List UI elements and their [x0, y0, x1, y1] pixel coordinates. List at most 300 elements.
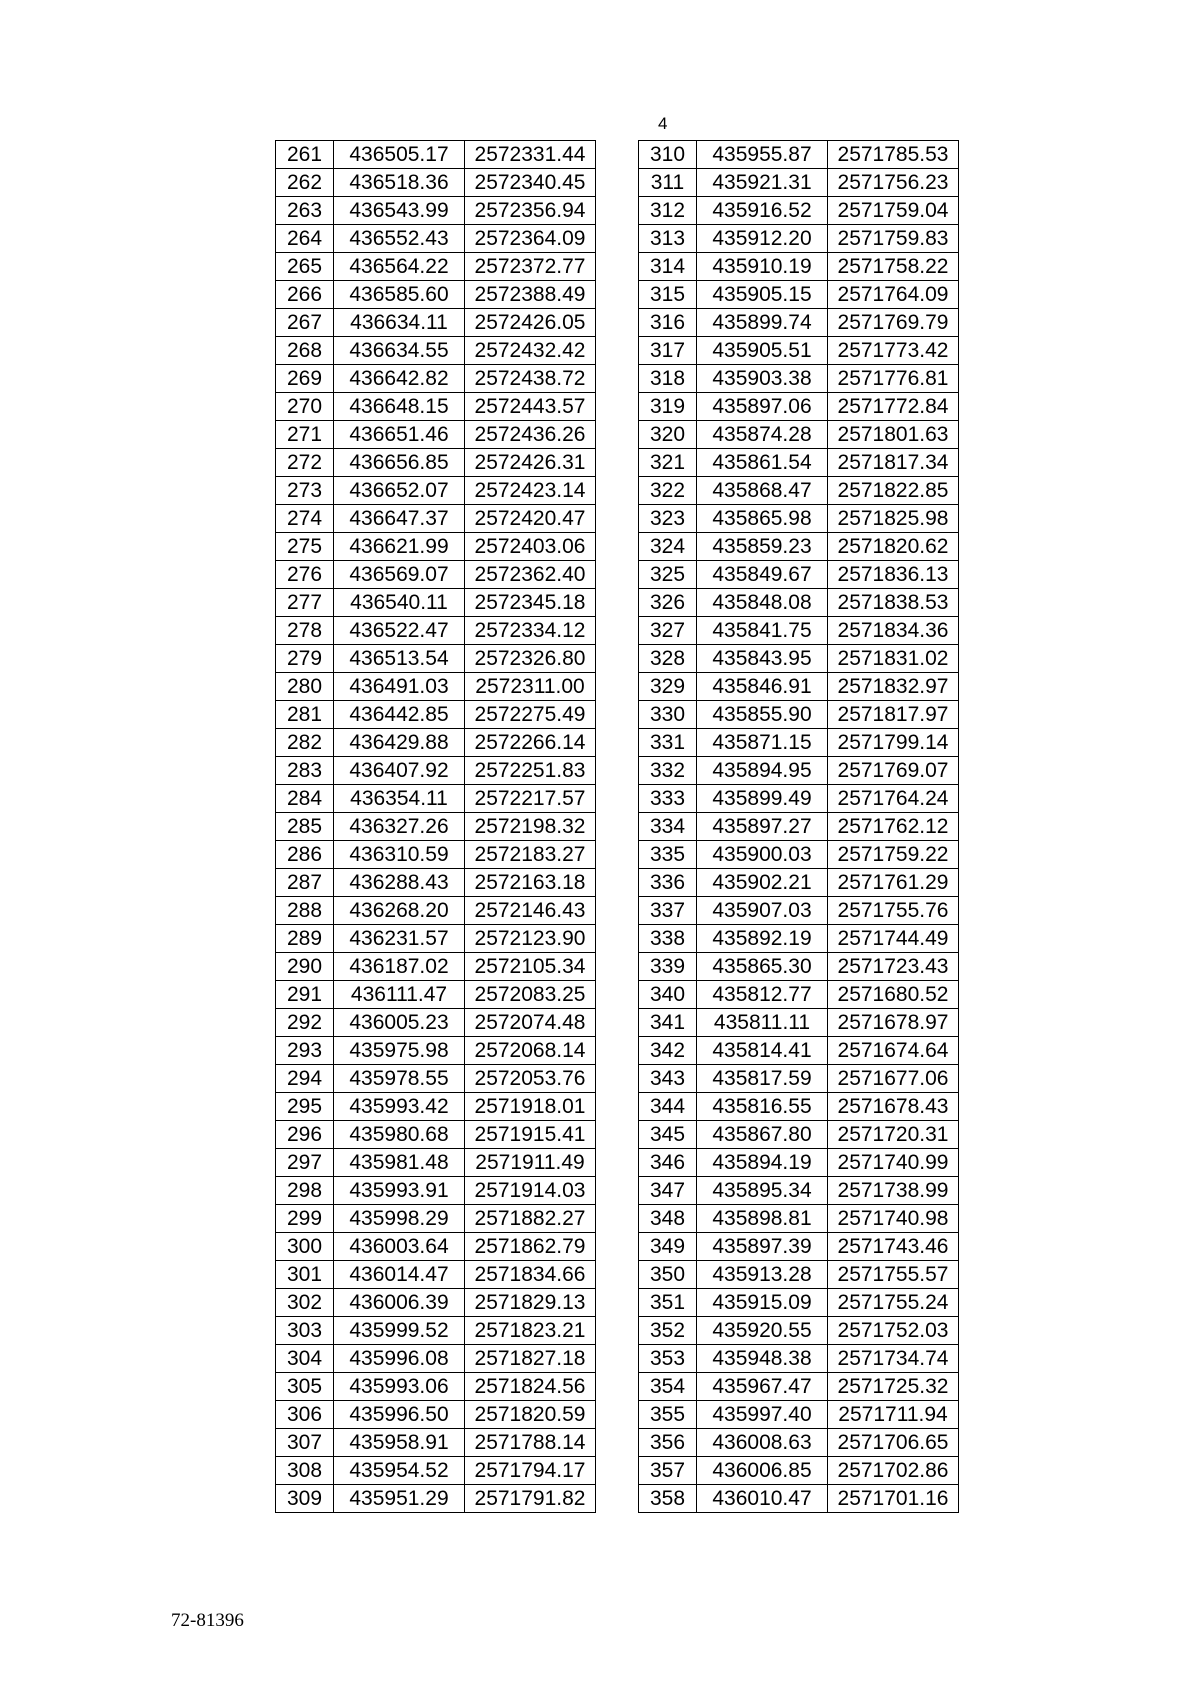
x-coordinate-cell: 436634.11 [334, 309, 465, 337]
x-coordinate-cell: 436585.60 [334, 281, 465, 309]
y-coordinate-cell: 2571723.43 [828, 953, 959, 981]
table-row [276, 533, 596, 561]
y-coordinate-cell: 2571734.74 [828, 1345, 959, 1373]
x-coordinate-cell: 436442.85 [334, 701, 465, 729]
x-coordinate-cell: 435814.41 [697, 1037, 828, 1065]
x-coordinate-cell: 436407.92 [334, 757, 465, 785]
x-coordinate-cell: 435998.29 [334, 1205, 465, 1233]
y-coordinate-cell: 2572217.57 [465, 785, 596, 813]
y-coordinate-cell: 2571769.07 [828, 757, 959, 785]
point-number-cell: 345 [639, 1121, 697, 1149]
x-coordinate-cell: 435996.50 [334, 1401, 465, 1429]
table-row [639, 1205, 959, 1233]
table-row [639, 141, 959, 169]
y-coordinate-cell: 2572198.32 [465, 813, 596, 841]
x-coordinate-cell: 435905.15 [697, 281, 828, 309]
point-number-cell: 317 [639, 337, 697, 365]
point-number-cell: 332 [639, 757, 697, 785]
coordinate-table-body [639, 141, 959, 1513]
point-number-cell: 316 [639, 309, 697, 337]
point-number-cell: 320 [639, 421, 697, 449]
x-coordinate-cell: 436647.37 [334, 505, 465, 533]
table-row [639, 617, 959, 645]
point-number-cell: 285 [276, 813, 334, 841]
y-coordinate-cell: 2571915.41 [465, 1121, 596, 1149]
table-row [639, 1149, 959, 1177]
point-number-cell: 292 [276, 1009, 334, 1037]
y-coordinate-cell: 2571882.27 [465, 1205, 596, 1233]
table-row [276, 1345, 596, 1373]
y-coordinate-cell: 2571677.06 [828, 1065, 959, 1093]
x-coordinate-cell: 435948.38 [697, 1345, 828, 1373]
y-coordinate-cell: 2571764.24 [828, 785, 959, 813]
y-coordinate-cell: 2572356.94 [465, 197, 596, 225]
table-row [639, 477, 959, 505]
table-row [639, 169, 959, 197]
y-coordinate-cell: 2571769.79 [828, 309, 959, 337]
point-number-cell: 325 [639, 561, 697, 589]
point-number-cell: 322 [639, 477, 697, 505]
y-coordinate-cell: 2571744.49 [828, 925, 959, 953]
point-number-cell: 350 [639, 1261, 697, 1289]
x-coordinate-cell: 436187.02 [334, 953, 465, 981]
y-coordinate-cell: 2572364.09 [465, 225, 596, 253]
y-coordinate-cell: 2572423.14 [465, 477, 596, 505]
y-coordinate-cell: 2571918.01 [465, 1093, 596, 1121]
y-coordinate-cell: 2571764.09 [828, 281, 959, 309]
x-coordinate-cell: 435916.52 [697, 197, 828, 225]
y-coordinate-cell: 2571773.42 [828, 337, 959, 365]
y-coordinate-cell: 2572432.42 [465, 337, 596, 365]
point-number-cell: 353 [639, 1345, 697, 1373]
x-coordinate-cell: 436634.55 [334, 337, 465, 365]
table-row [639, 505, 959, 533]
table-row [276, 197, 596, 225]
table-row [639, 1373, 959, 1401]
point-number-cell: 355 [639, 1401, 697, 1429]
x-coordinate-cell: 436648.15 [334, 393, 465, 421]
y-coordinate-cell: 2572163.18 [465, 869, 596, 897]
x-coordinate-cell: 436652.07 [334, 477, 465, 505]
footer-document-code: 72-81396 [171, 1610, 244, 1631]
y-coordinate-cell: 2571738.99 [828, 1177, 959, 1205]
table-row [276, 1485, 596, 1513]
point-number-cell: 341 [639, 1009, 697, 1037]
y-coordinate-cell: 2572331.44 [465, 141, 596, 169]
y-coordinate-cell: 2571755.76 [828, 897, 959, 925]
table-row [639, 673, 959, 701]
point-number-cell: 311 [639, 169, 697, 197]
table-row [276, 981, 596, 1009]
y-coordinate-cell: 2572183.27 [465, 841, 596, 869]
point-number-cell: 324 [639, 533, 697, 561]
point-number-cell: 334 [639, 813, 697, 841]
point-number-cell: 351 [639, 1289, 697, 1317]
x-coordinate-cell: 435897.27 [697, 813, 828, 841]
x-coordinate-cell: 435898.81 [697, 1205, 828, 1233]
y-coordinate-cell: 2571817.97 [828, 701, 959, 729]
point-number-cell: 275 [276, 533, 334, 561]
table-row [276, 813, 596, 841]
table-row [276, 1065, 596, 1093]
x-coordinate-cell: 435897.39 [697, 1233, 828, 1261]
table-row [639, 281, 959, 309]
y-coordinate-cell: 2571824.56 [465, 1373, 596, 1401]
point-number-cell: 290 [276, 953, 334, 981]
table-row [276, 281, 596, 309]
table-row [639, 1093, 959, 1121]
point-number-cell: 304 [276, 1345, 334, 1373]
x-coordinate-cell: 436429.88 [334, 729, 465, 757]
x-coordinate-cell: 435954.52 [334, 1457, 465, 1485]
y-coordinate-cell: 2572251.83 [465, 757, 596, 785]
table-row [276, 309, 596, 337]
y-coordinate-cell: 2571820.62 [828, 533, 959, 561]
table-row [276, 953, 596, 981]
table-row [276, 1289, 596, 1317]
y-coordinate-cell: 2571759.22 [828, 841, 959, 869]
x-coordinate-cell: 435920.55 [697, 1317, 828, 1345]
x-coordinate-cell: 435915.09 [697, 1289, 828, 1317]
point-number-cell: 333 [639, 785, 697, 813]
table-row [276, 449, 596, 477]
x-coordinate-cell: 435894.19 [697, 1149, 828, 1177]
table-row [639, 365, 959, 393]
table-row [276, 701, 596, 729]
table-row [276, 141, 596, 169]
table-row [639, 869, 959, 897]
point-number-cell: 289 [276, 925, 334, 953]
y-coordinate-cell: 2571720.31 [828, 1121, 959, 1149]
coordinate-table-body [276, 141, 596, 1513]
table-row [639, 953, 959, 981]
coordinate-table-right [638, 140, 959, 1513]
point-number-cell: 286 [276, 841, 334, 869]
y-coordinate-cell: 2571772.84 [828, 393, 959, 421]
x-coordinate-cell: 436522.47 [334, 617, 465, 645]
y-coordinate-cell: 2572083.25 [465, 981, 596, 1009]
point-number-cell: 340 [639, 981, 697, 1009]
table-row [276, 421, 596, 449]
table-row [276, 337, 596, 365]
point-number-cell: 299 [276, 1205, 334, 1233]
x-coordinate-cell: 435897.06 [697, 393, 828, 421]
y-coordinate-cell: 2571823.21 [465, 1317, 596, 1345]
x-coordinate-cell: 435865.30 [697, 953, 828, 981]
table-row [639, 1121, 959, 1149]
point-number-cell: 266 [276, 281, 334, 309]
point-number-cell: 264 [276, 225, 334, 253]
x-coordinate-cell: 435975.98 [334, 1037, 465, 1065]
y-coordinate-cell: 2571702.86 [828, 1457, 959, 1485]
y-coordinate-cell: 2571862.79 [465, 1233, 596, 1261]
x-coordinate-cell: 435871.15 [697, 729, 828, 757]
x-coordinate-cell: 436656.85 [334, 449, 465, 477]
x-coordinate-cell: 436327.26 [334, 813, 465, 841]
x-coordinate-cell: 435993.06 [334, 1373, 465, 1401]
table-row [276, 1261, 596, 1289]
point-number-cell: 329 [639, 673, 697, 701]
point-number-cell: 283 [276, 757, 334, 785]
x-coordinate-cell: 436518.36 [334, 169, 465, 197]
y-coordinate-cell: 2571756.23 [828, 169, 959, 197]
x-coordinate-cell: 435899.49 [697, 785, 828, 813]
point-number-cell: 276 [276, 561, 334, 589]
y-coordinate-cell: 2572436.26 [465, 421, 596, 449]
y-coordinate-cell: 2572266.14 [465, 729, 596, 757]
x-coordinate-cell: 436310.59 [334, 841, 465, 869]
table-row [639, 785, 959, 813]
table-row [276, 1009, 596, 1037]
table-row [639, 1429, 959, 1457]
x-coordinate-cell: 435905.51 [697, 337, 828, 365]
x-coordinate-cell: 435812.77 [697, 981, 828, 1009]
table-row [276, 869, 596, 897]
table-row [639, 1261, 959, 1289]
point-number-cell: 272 [276, 449, 334, 477]
point-number-cell: 344 [639, 1093, 697, 1121]
x-coordinate-cell: 435913.28 [697, 1261, 828, 1289]
y-coordinate-cell: 2571762.12 [828, 813, 959, 841]
y-coordinate-cell: 2571759.04 [828, 197, 959, 225]
y-coordinate-cell: 2571725.32 [828, 1373, 959, 1401]
table-row [276, 505, 596, 533]
x-coordinate-cell: 435981.48 [334, 1149, 465, 1177]
y-coordinate-cell: 2571825.98 [828, 505, 959, 533]
table-row [639, 1065, 959, 1093]
y-coordinate-cell: 2571788.14 [465, 1429, 596, 1457]
point-number-cell: 263 [276, 197, 334, 225]
y-coordinate-cell: 2571822.85 [828, 477, 959, 505]
x-coordinate-cell: 436540.11 [334, 589, 465, 617]
table-row [639, 309, 959, 337]
point-number-cell: 296 [276, 1121, 334, 1149]
x-coordinate-cell: 436268.20 [334, 897, 465, 925]
y-coordinate-cell: 2571834.66 [465, 1261, 596, 1289]
table-row [639, 1457, 959, 1485]
point-number-cell: 321 [639, 449, 697, 477]
table-row [639, 925, 959, 953]
page-number: 4 [658, 114, 668, 133]
table-row [276, 1121, 596, 1149]
x-coordinate-cell: 435951.29 [334, 1485, 465, 1513]
table-row [639, 813, 959, 841]
table-row [276, 1233, 596, 1261]
x-coordinate-cell: 435848.08 [697, 589, 828, 617]
x-coordinate-cell: 435899.74 [697, 309, 828, 337]
y-coordinate-cell: 2571674.64 [828, 1037, 959, 1065]
point-number-cell: 327 [639, 617, 697, 645]
y-coordinate-cell: 2572372.77 [465, 253, 596, 281]
table-row [639, 1485, 959, 1513]
point-number-cell: 268 [276, 337, 334, 365]
y-coordinate-cell: 2571678.43 [828, 1093, 959, 1121]
x-coordinate-cell: 435900.03 [697, 841, 828, 869]
point-number-cell: 315 [639, 281, 697, 309]
x-coordinate-cell: 436491.03 [334, 673, 465, 701]
point-number-cell: 274 [276, 505, 334, 533]
y-coordinate-cell: 2571758.22 [828, 253, 959, 281]
point-number-cell: 278 [276, 617, 334, 645]
point-number-cell: 297 [276, 1149, 334, 1177]
y-coordinate-cell: 2571827.18 [465, 1345, 596, 1373]
table-row [639, 645, 959, 673]
x-coordinate-cell: 436006.85 [697, 1457, 828, 1485]
x-coordinate-cell: 435958.91 [334, 1429, 465, 1457]
table-row [639, 897, 959, 925]
table-row [276, 477, 596, 505]
point-number-cell: 348 [639, 1205, 697, 1233]
x-coordinate-cell: 435955.87 [697, 141, 828, 169]
table-row [639, 393, 959, 421]
x-coordinate-cell: 436111.47 [334, 981, 465, 1009]
table-row [639, 561, 959, 589]
x-coordinate-cell: 436564.22 [334, 253, 465, 281]
table-row [276, 1093, 596, 1121]
y-coordinate-cell: 2571838.53 [828, 589, 959, 617]
point-number-cell: 271 [276, 421, 334, 449]
y-coordinate-cell: 2572362.40 [465, 561, 596, 589]
y-coordinate-cell: 2572340.45 [465, 169, 596, 197]
table-row [276, 729, 596, 757]
table-row [276, 1149, 596, 1177]
point-number-cell: 300 [276, 1233, 334, 1261]
table-row [276, 561, 596, 589]
point-number-cell: 330 [639, 701, 697, 729]
point-number-cell: 279 [276, 645, 334, 673]
point-number-cell: 281 [276, 701, 334, 729]
x-coordinate-cell: 435902.21 [697, 869, 828, 897]
coordinate-table-left [275, 140, 596, 1513]
x-coordinate-cell: 436642.82 [334, 365, 465, 393]
point-number-cell: 306 [276, 1401, 334, 1429]
y-coordinate-cell: 2572311.00 [465, 673, 596, 701]
table-row [276, 925, 596, 953]
table-row [276, 1429, 596, 1457]
table-row [639, 1289, 959, 1317]
table-row [639, 981, 959, 1009]
point-number-cell: 269 [276, 365, 334, 393]
point-number-cell: 343 [639, 1065, 697, 1093]
table-row [639, 701, 959, 729]
x-coordinate-cell: 436543.99 [334, 197, 465, 225]
point-number-cell: 349 [639, 1233, 697, 1261]
x-coordinate-cell: 435855.90 [697, 701, 828, 729]
table-row [639, 533, 959, 561]
y-coordinate-cell: 2572388.49 [465, 281, 596, 309]
x-coordinate-cell: 435846.91 [697, 673, 828, 701]
point-number-cell: 288 [276, 897, 334, 925]
y-coordinate-cell: 2572334.12 [465, 617, 596, 645]
point-number-cell: 326 [639, 589, 697, 617]
table-row [276, 393, 596, 421]
point-number-cell: 265 [276, 253, 334, 281]
y-coordinate-cell: 2572426.31 [465, 449, 596, 477]
table-row [639, 225, 959, 253]
point-number-cell: 291 [276, 981, 334, 1009]
x-coordinate-cell: 436010.47 [697, 1485, 828, 1513]
table-row [639, 757, 959, 785]
point-number-cell: 354 [639, 1373, 697, 1401]
point-number-cell: 303 [276, 1317, 334, 1345]
point-number-cell: 293 [276, 1037, 334, 1065]
point-number-cell: 280 [276, 673, 334, 701]
x-coordinate-cell: 436552.43 [334, 225, 465, 253]
point-number-cell: 308 [276, 1457, 334, 1485]
table-row [639, 1317, 959, 1345]
y-coordinate-cell: 2572326.80 [465, 645, 596, 673]
y-coordinate-cell: 2571711.94 [828, 1401, 959, 1429]
table-row [639, 841, 959, 869]
table-row [276, 225, 596, 253]
y-coordinate-cell: 2571743.46 [828, 1233, 959, 1261]
x-coordinate-cell: 435993.91 [334, 1177, 465, 1205]
y-coordinate-cell: 2572053.76 [465, 1065, 596, 1093]
x-coordinate-cell: 435811.11 [697, 1009, 828, 1037]
table-row [276, 169, 596, 197]
table-row [276, 365, 596, 393]
y-coordinate-cell: 2571817.34 [828, 449, 959, 477]
y-coordinate-cell: 2572443.57 [465, 393, 596, 421]
y-coordinate-cell: 2571680.52 [828, 981, 959, 1009]
x-coordinate-cell: 436651.46 [334, 421, 465, 449]
x-coordinate-cell: 435843.95 [697, 645, 828, 673]
point-number-cell: 314 [639, 253, 697, 281]
y-coordinate-cell: 2571755.57 [828, 1261, 959, 1289]
x-coordinate-cell: 436505.17 [334, 141, 465, 169]
y-coordinate-cell: 2571706.65 [828, 1429, 959, 1457]
table-row [639, 1009, 959, 1037]
x-coordinate-cell: 435921.31 [697, 169, 828, 197]
point-number-cell: 295 [276, 1093, 334, 1121]
x-coordinate-cell: 436288.43 [334, 869, 465, 897]
point-number-cell: 284 [276, 785, 334, 813]
point-number-cell: 277 [276, 589, 334, 617]
x-coordinate-cell: 435903.38 [697, 365, 828, 393]
point-number-cell: 270 [276, 393, 334, 421]
point-number-cell: 273 [276, 477, 334, 505]
x-coordinate-cell: 436354.11 [334, 785, 465, 813]
x-coordinate-cell: 436014.47 [334, 1261, 465, 1289]
x-coordinate-cell: 435978.55 [334, 1065, 465, 1093]
point-number-cell: 267 [276, 309, 334, 337]
y-coordinate-cell: 2572105.34 [465, 953, 596, 981]
x-coordinate-cell: 435895.34 [697, 1177, 828, 1205]
point-number-cell: 310 [639, 141, 697, 169]
table-row [639, 729, 959, 757]
y-coordinate-cell: 2571761.29 [828, 869, 959, 897]
y-coordinate-cell: 2572068.14 [465, 1037, 596, 1065]
point-number-cell: 301 [276, 1261, 334, 1289]
x-coordinate-cell: 435849.67 [697, 561, 828, 589]
x-coordinate-cell: 435894.95 [697, 757, 828, 785]
point-number-cell: 357 [639, 1457, 697, 1485]
point-number-cell: 313 [639, 225, 697, 253]
y-coordinate-cell: 2571799.14 [828, 729, 959, 757]
point-number-cell: 352 [639, 1317, 697, 1345]
y-coordinate-cell: 2571752.03 [828, 1317, 959, 1345]
y-coordinate-cell: 2572426.05 [465, 309, 596, 337]
y-coordinate-cell: 2571759.83 [828, 225, 959, 253]
table-row [276, 1373, 596, 1401]
table-row [276, 1205, 596, 1233]
point-number-cell: 287 [276, 869, 334, 897]
point-number-cell: 356 [639, 1429, 697, 1457]
x-coordinate-cell: 435861.54 [697, 449, 828, 477]
y-coordinate-cell: 2571836.13 [828, 561, 959, 589]
y-coordinate-cell: 2572438.72 [465, 365, 596, 393]
table-row [276, 785, 596, 813]
